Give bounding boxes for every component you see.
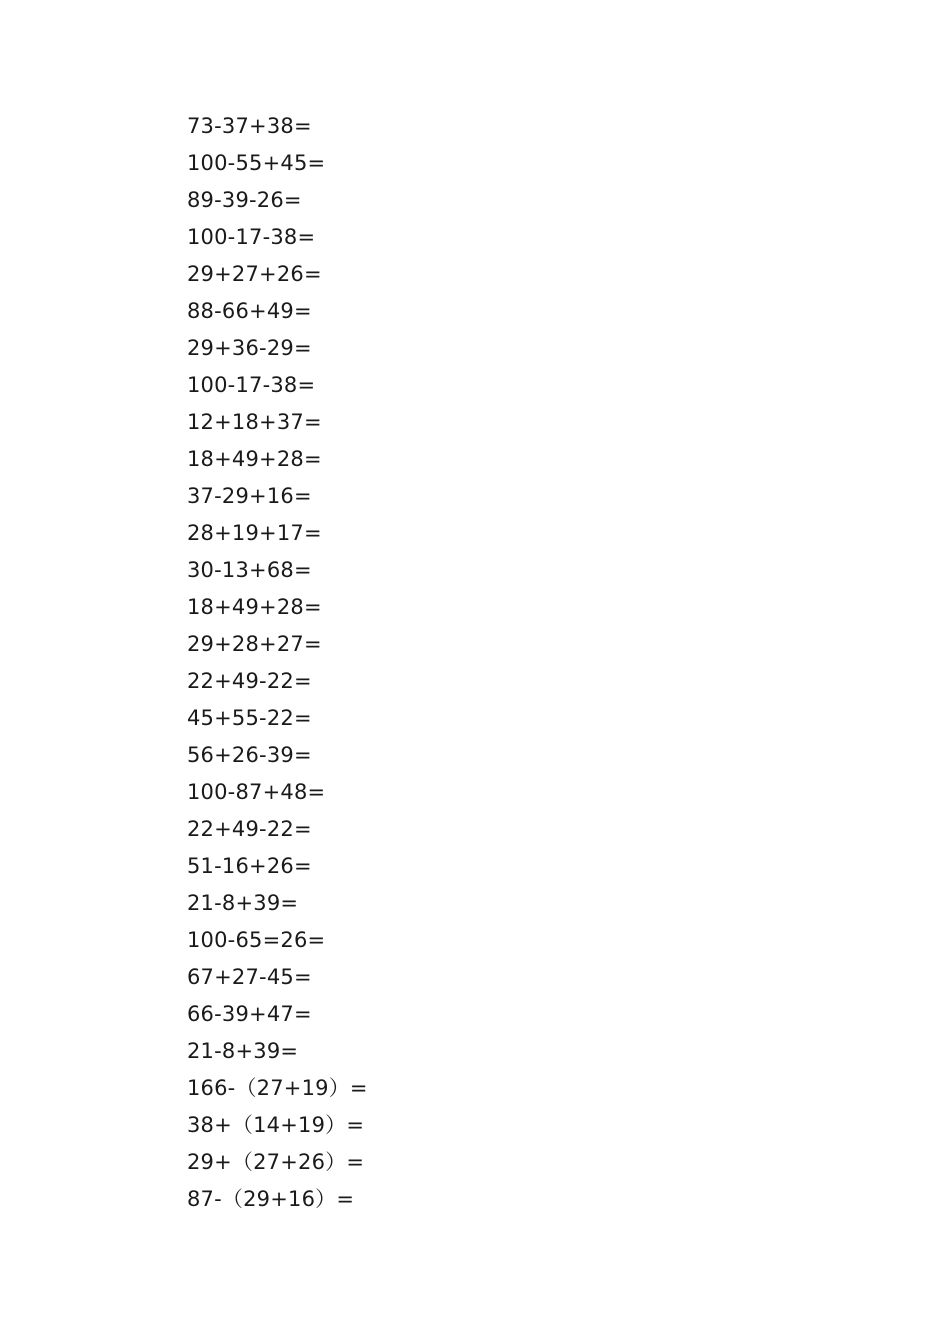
arithmetic-problem: 18+49+28=	[187, 447, 322, 471]
arithmetic-problem: 29+（27+26）=	[187, 1150, 365, 1174]
arithmetic-problem-list	[187, 108, 368, 1218]
arithmetic-problem: 87-（29+16）=	[187, 1187, 355, 1211]
arithmetic-problem: 73-37+38=	[187, 114, 312, 138]
arithmetic-problem: 37-29+16=	[187, 484, 312, 508]
arithmetic-problem: 29+36-29=	[187, 336, 312, 360]
arithmetic-problem: 30-13+68=	[187, 558, 312, 582]
arithmetic-problem: 66-39+47=	[187, 1002, 312, 1026]
arithmetic-problem: 22+49-22=	[187, 817, 312, 841]
arithmetic-problem: 100-17-38=	[187, 225, 316, 249]
arithmetic-problem: 38+（14+19）=	[187, 1113, 365, 1137]
arithmetic-problem: 56+26-39=	[187, 743, 312, 767]
arithmetic-problem: 88-66+49=	[187, 299, 312, 323]
arithmetic-problem: 89-39-26=	[187, 188, 302, 212]
arithmetic-problem: 18+49+28=	[187, 595, 322, 619]
arithmetic-problem: 21-8+39=	[187, 1039, 299, 1063]
arithmetic-problem: 22+49-22=	[187, 669, 312, 693]
arithmetic-problem: 45+55-22=	[187, 706, 312, 730]
arithmetic-problem: 100-55+45=	[187, 151, 326, 175]
arithmetic-problem: 28+19+17=	[187, 521, 322, 545]
arithmetic-problem: 29+28+27=	[187, 632, 322, 656]
arithmetic-problem: 100-17-38=	[187, 373, 316, 397]
arithmetic-problem: 51-16+26=	[187, 854, 312, 878]
arithmetic-problem: 29+27+26=	[187, 262, 322, 286]
arithmetic-problem: 166-（27+19）=	[187, 1076, 368, 1100]
arithmetic-problem: 67+27-45=	[187, 965, 312, 989]
arithmetic-problem: 21-8+39=	[187, 891, 299, 915]
arithmetic-problem: 12+18+37=	[187, 410, 322, 434]
arithmetic-problem: 100-87+48=	[187, 780, 326, 804]
arithmetic-problem: 100-65=26=	[187, 928, 326, 952]
